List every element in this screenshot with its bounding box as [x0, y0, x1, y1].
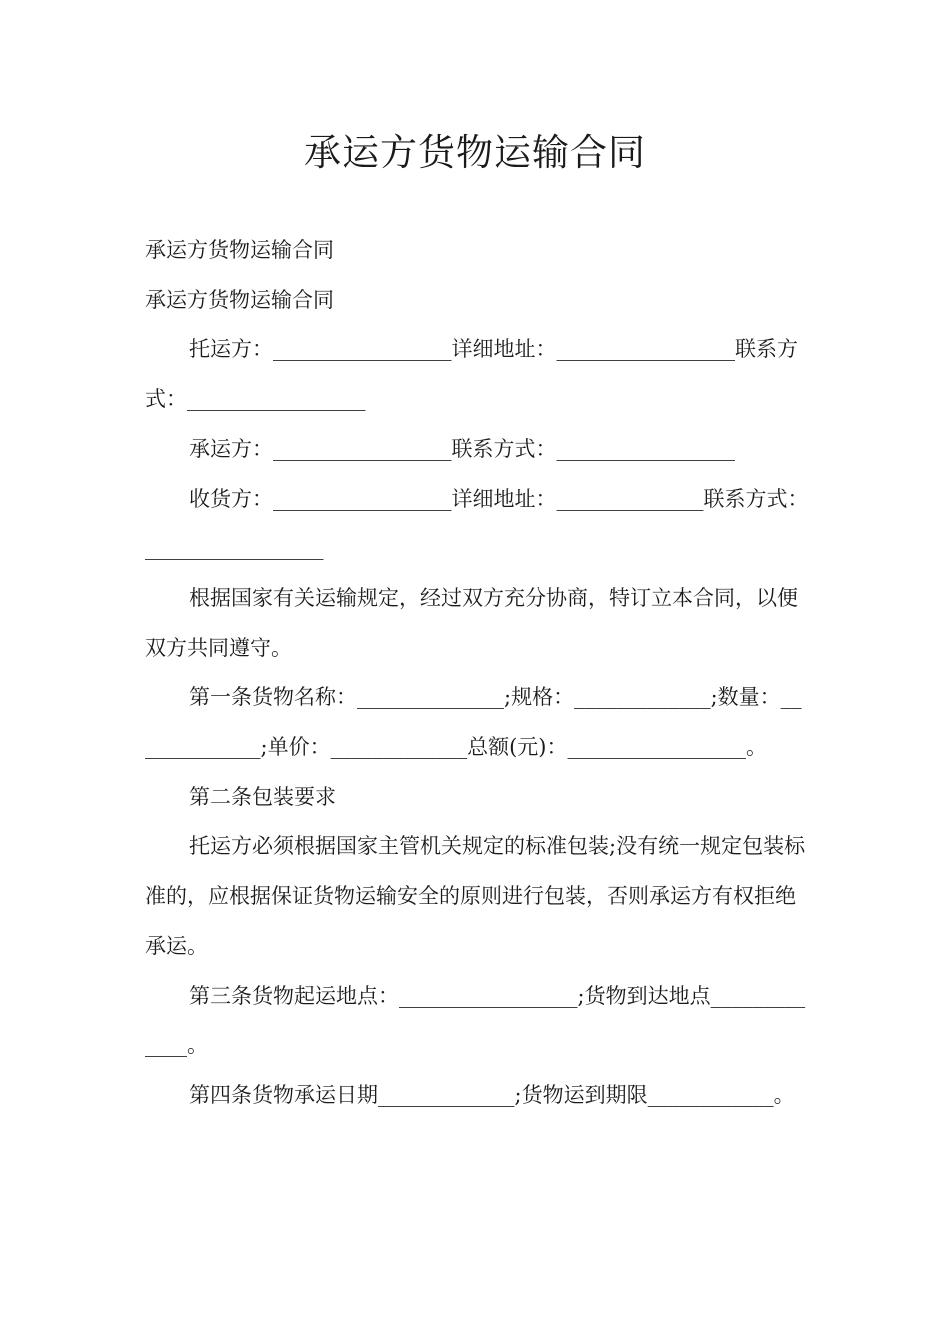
paragraph-article-2-body: 托运方必须根据国家主管机关规定的标准包装;没有统一规定包装标准的，应根据保证货物运输安全的原则进行包装，否则承运方有权拒绝承运。	[145, 834, 806, 958]
paragraph-article-4: 第四条货物承运日期_____________;货物运到期限____________。	[189, 1082, 795, 1107]
paragraph-article-2-heading: 第二条包装要求	[189, 784, 336, 809]
paragraph-preamble: 根据国家有关运输规定，经过双方充分协商，特订立本合同，以便双方共同遵守。	[145, 585, 798, 660]
document-body	[145, 226, 809, 1121]
paragraph-subtitle-1: 承运方货物运输合同	[145, 238, 334, 262]
paragraph-consignee: 收货方：_________________详细地址：______________联系方式：_________________	[145, 486, 809, 561]
paragraph-subtitle-2: 承运方货物运输合同	[145, 287, 334, 312]
paragraph-carrier: 承运方：_________________联系方式：_________________	[189, 436, 735, 461]
document-title: 承运方货物运输合同	[304, 131, 646, 174]
paragraph-article-1: 第一条货物名称：______________;规格：_____________;数量：_____________;单价：_____________总额(元)：_________________。	[145, 685, 802, 760]
paragraph-shipper: 托运方：_________________详细地址：_________________联系方式：_________________	[145, 337, 798, 412]
paragraph-article-3: 第三条货物起运地点：_________________;货物到达地点_____________。	[145, 983, 806, 1058]
